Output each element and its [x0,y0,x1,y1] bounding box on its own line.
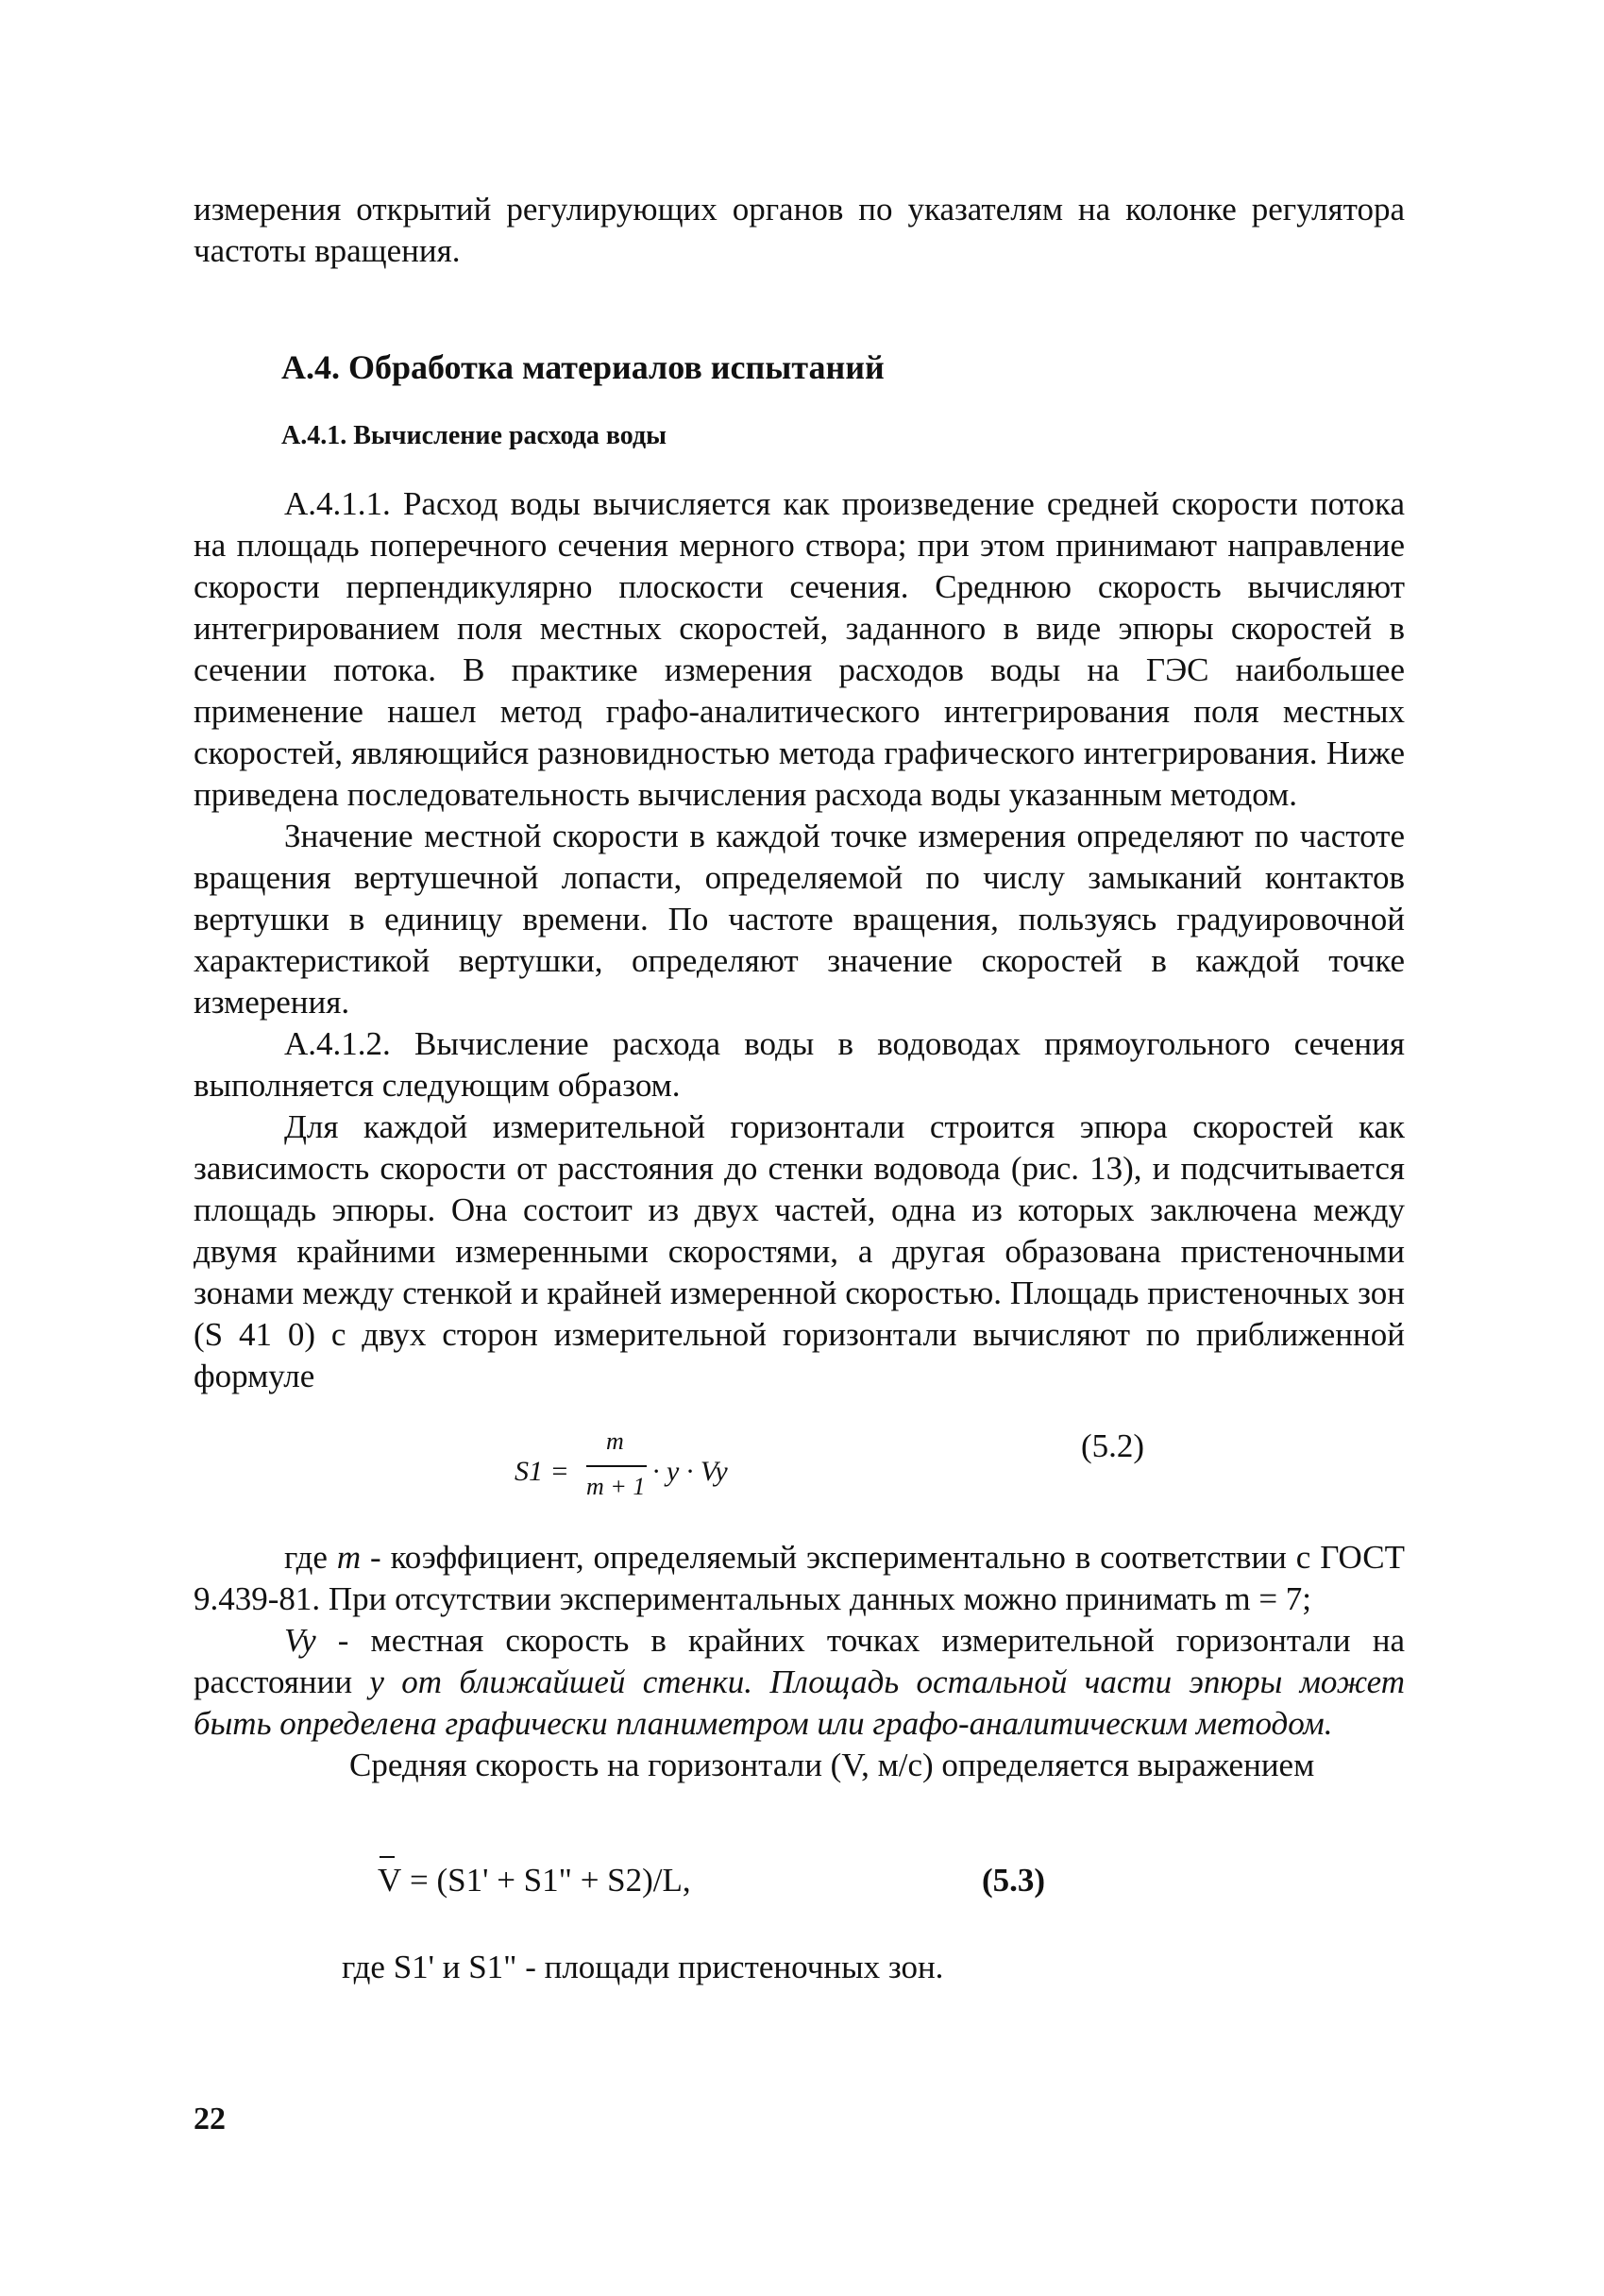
paragraph-a412: А.4.1.2. Вычисление расхода воды в водоводах прямоугольного сечения выполняется следующим образом. [194,1025,1405,1104]
top-paragraph: измерения открытий регулирующих органов по указателям на колонке регулятора частоты вращения. [194,191,1405,269]
vy-text-1: - местная скорость в крайних точках измерительной горизонтали на расстоянии [194,1622,1405,1700]
formula-5-2-lhs: S1 = [515,1456,569,1487]
equation-number-5-2: (5.2) [1081,1427,1145,1464]
paragraph-where-m [194,1537,1405,1620]
paragraph-a411: А.4.1.1. Расход воды вычисляется как произведение средней скорости потока на площадь поперечного сечения мерного створа; при этом принимают направление скорости перпендикулярно плоскости сечения. Среднюю скорость вычисляют интегрированием поля местных скоростей, заданного в виде эпюры скоростей в сечении потока. В практике измерения расходов воды на ГЭС наибольшее применение нашел метод графо-аналитического интегрирования поля местных скоростей, являющийся разновидностью метода графического интегрирования. Ниже приведена последовательность вычисления расхода воды указанным методом. [194,485,1405,813]
paragraph-vy [194,1620,1405,1745]
top-paragraph-block [194,189,1405,272]
paragraph-mean-speed: Средняя скорость на горизонтали (V, м/с) определяется выражением [349,1747,1315,1783]
paragraph-where-s1: где S1' и S1" - площади пристеночных зон. [342,1949,944,1985]
symbol-m: m [336,1539,362,1576]
where-m-prefix: где [284,1539,337,1576]
section-heading-a4: А.4. Обработка материалов испытаний [281,348,885,386]
formula-5-2-rhs: · y · Vy [652,1456,728,1487]
formula-5-2-numerator: m [606,1427,624,1455]
where-m-text: - коэффициент, определяемый экспериментально в соответствии с ГОСТ 9.439-81. При отсутствии экспериментальных данных можно принимать m = 7; [194,1539,1405,1617]
page-number: 22 [194,2102,226,2136]
equation-number-5-3: (5.3) [982,1862,1046,1899]
formula-5-2 [515,1427,741,1522]
formula-5-3-body: = (S1' + S1" + S2)/L, [401,1862,691,1899]
fraction-bar [586,1465,647,1467]
subsection-heading-a41: А.4.1. Вычисление расхода воды [281,421,667,450]
paragraph-each-horizontal: Для каждой измерительной горизонтали строится эпюра скоростей как зависимость скорости от расстояния до стенки водовода (рис. 13), и подсчитывается площадь эпюры. Она состоит из двух частей, одна из которых заключена между двумя крайними измеренными скоростями, а другая образована пристеночными зонами между стенкой и крайней измеренной скоростью. Площадь пристеночных зон (S 41 0) с двух сторон измерительной горизонтали вычисляют по приближенной формуле [194,1108,1405,1394]
main-text-block [194,483,1405,1397]
symbol-y: y [369,1663,384,1700]
vy-text-2: от ближайшей стенки. Площадь остальной части эпюры может быть определена графически планиметром или графо-аналитическим методом. [194,1663,1406,1742]
formula-5-2-denominator: m + 1 [586,1473,646,1500]
formula-5-3 [378,1862,691,1899]
lower-text-block [194,1537,1405,1786]
symbol-vy: Vy [284,1622,316,1659]
paragraph-local-speed: Значение местной скорости в каждой точке измерения определяют по частоте вращения вертушечной лопасти, определяемой по числу замыканий контактов вертушки в единицу времени. По частоте вращения, пользуясь градуировочной характеристикой вертушки, определяют значение скоростей в каждой точке измерения. [194,818,1405,1021]
formula-5-3-v: V [378,1862,402,1899]
